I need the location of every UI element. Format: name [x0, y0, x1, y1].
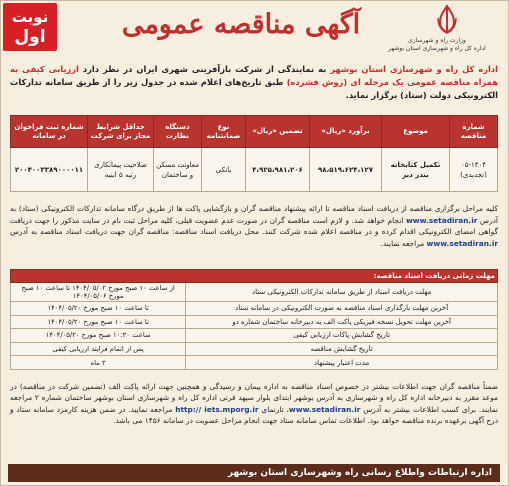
- round-badge: [3, 3, 57, 51]
- footer-bar: اداره ارتباطات واطلاع رسانی راه وشهرسازی استان بوشهر: [8, 464, 500, 482]
- intro-paragraph: اداره کل راه و شهرسازی استان بوشهر به نمایندگی از شرکت بازآفرینی شهری ایران در نظر دارد ارزیابی کیفی به همراه مناقصه عمومی یک مرحله ای (روش فشرده) طبق تاریخ‌های اعلام شده در جدول زیر را از طریق سامانه تدارکات الکترونیکی دولت (ستاد) برگزار نماید.: [10, 64, 498, 100]
- col-estimate: برآورد «ریال»: [310, 116, 382, 148]
- schedule-table: [10, 269, 498, 370]
- iran-emblem-icon: [434, 4, 460, 34]
- setad-link[interactable]: www.setadiran.ir: [426, 238, 498, 248]
- table-row: آخرین مهلت بارگذاری اسناد مناقصه به صورت الکترونیکی در سامانه ستاد تا ساعت ۱۰ صبح مورخ ۱۴۰۴/۰۵/۲۰: [11, 302, 498, 316]
- setad-link[interactable]: www.setadiran.ir: [288, 404, 361, 414]
- iets-link[interactable]: http:// iets.mporg.ir: [175, 404, 259, 414]
- col-supervisor: دستگاه نظارت: [154, 116, 202, 148]
- page-title: آگهی مناقصه عمومی: [121, 9, 361, 40]
- badge-line1: نوبت: [11, 8, 49, 26]
- header: [1, 1, 509, 63]
- contact-paragraph: ضمناً مناقصه گران جهت اطلاعات بیشتر در خصوص اسناد مناقصه به اداره پیمان و رسیدگی و همچنین جهت ارائه پاکت الف (تضمین شرکت در مناقصه) در موعد مقرر به دبیرخانه اداره کل راه و شهرسازی به آدرس بوشهر ابتدای بلوار سپهد قرنی اداره کل راه و شهرسازی استان بوشهر ساختمان شماره ۲ مراجعه نمایند. برای کسب اطلاعات بیشتر به آدرس www.setadiran.ir، تارنمای http:// iets.mporg.ir مراجعه نمایید. در ضمن هزینه کارمزد سامانه ستاد و درج آگهی برعهده برنده مناقصه خواهد بود. اطلاعات تماس سامانه ستاد جهت انجام مراحل عضویت در سامانه ۱۴۵۶ می باشد.: [10, 382, 499, 426]
- col-registration-number: شماره ثبت فراخوان در سامانه: [11, 116, 88, 148]
- table-row: تاریخ گشایش پاکات ارزیابی کیفی ساعت ۱۰:۳۰ صبح مورخ ۱۴۰۴/۰۵/۲۰: [11, 329, 498, 343]
- table-row: تاریخ گشایش مناقصه پس از اتمام فرایند ارزیابی کیفی: [11, 342, 498, 356]
- schedule-table-header: مهلت زمانی دریافت اسناد مناقصه:: [11, 270, 498, 283]
- table-row: ۰۵-۱۴۰۴ (تجدیدی) تکمیل کتابخانه بندر دیر ۹۸،۵۱۹،۶۲۴،۱۲۷ ۴،۹۲۵،۹۸۱،۲۰۶ بانکی معاونت مسکن و ساختمان صلاحیت پیمانکاری رتبه ۵ ابنیه ۲۰۰۴۰۰۳۳۸۹۰۰۰۰۱۱: [11, 148, 498, 192]
- tender-table: [10, 115, 498, 192]
- setad-link[interactable]: www.setadiran.ir: [405, 215, 478, 225]
- tender-table-header: [11, 116, 498, 148]
- col-tender-number: شماره مناقصه: [450, 116, 498, 148]
- badge-line2: اول: [14, 27, 46, 47]
- table-row: آخرین مهلت تحویل نسخه فیزیکی پاکت الف به دبیرخانه ساختمان شماره دو تا ساعت ۱۰ صبح مورخ ۱۴۰۴/۰۵/۲۰: [11, 315, 498, 329]
- table-row: مهلت دریافت اسناد از طریق سامانه تدارکات الکترونیکی ستاد از ساعت ۱۰ صبح مورخ ۱۴۰۴/۰۵/۰۲ تا ساعت ۱۰ صبح مورخ ۱۴۰۴/۰۵/۰۶: [11, 283, 498, 302]
- procedure-paragraph: کلیه مراحل برگزاری مناقصه از دریافت اسناد مناقصه تا ارائه پیشنهاد مناقصه گران و بازگشایی پاکت ها از طریق درگاه سامانه تدارکات الکترونیکی (ستاد) به آدرس www.setadiran.ir انجام خواهد شد. و لازم است مناقصه گران در صورت عدم عضویت قبلی، کلیه مراحل ثبت نام در سایت مذکور را جهت دریافت گواهی امضای الکترونیکی اقدام کرده و در مناقصه اعلام شده شرکت کنند. محل دریافت اسناد مناقصه: مناقصه گران جهت دریافت اسناد مناقصه به آدرس www.setadiran.ir مراجعه نمایند.: [10, 204, 498, 248]
- ministry-name: وزارت راه و شهرسازی اداره کل راه و شهرسازی استان بوشهر: [388, 37, 486, 52]
- col-guarantee: تضمین «ریال»: [246, 116, 310, 148]
- table-row: مدت اعتبار پیشنهاد ۳ ماه: [11, 356, 498, 370]
- col-guarantee-type: نوع ضمانتنامه: [202, 116, 246, 148]
- col-min-conditions: حداقل شرایط مجاز برای شرکت: [88, 116, 154, 148]
- col-subject: موضوع: [382, 116, 450, 148]
